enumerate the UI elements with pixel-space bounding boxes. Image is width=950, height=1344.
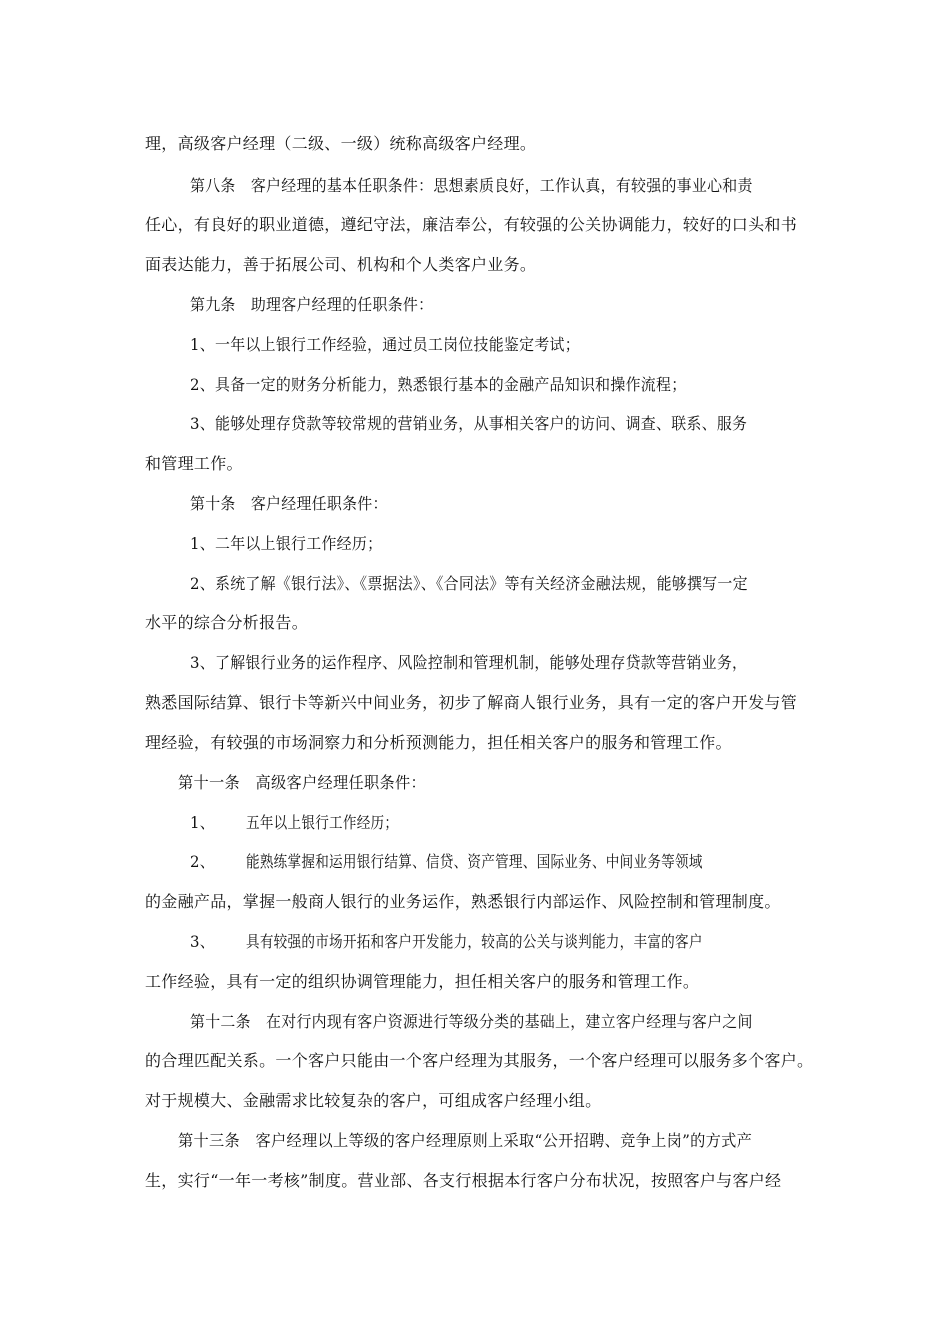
paragraph-line: 的合理匹配关系。一个客户只能由一个客户经理为其服务，一个客户经理可以服务多个客户。 <box>145 1051 814 1070</box>
paragraph-line: 面表达能力，善于拓展公司、机构和个人类客户业务。 <box>145 255 537 274</box>
list-item: 1、二年以上银行工作经历； <box>190 534 383 553</box>
article-11-heading: 第十一条 高级客户经理任职条件： <box>178 773 427 792</box>
paragraph-line: 熟悉国际结算、银行卡等新兴中间业务，初步了解商人银行业务，具有一定的客户开发与管 <box>145 693 798 712</box>
list-item: 2、具备一定的财务分析能力，熟悉银行基本的金融产品知识和操作流程； <box>190 375 687 394</box>
list-number: 2、 <box>190 852 215 871</box>
list-number: 1、 <box>190 813 215 832</box>
paragraph-line: 理，高级客户经理（二级、一级）统称高级客户经理。 <box>145 134 537 153</box>
list-item: 3、能够处理存贷款等较常规的营销业务，从事相关客户的访问、调查、联系、服务 <box>190 414 748 433</box>
article-10-heading: 第十条 客户经理任职条件： <box>190 494 388 513</box>
paragraph-line: 任心，有良好的职业道德，遵纪守法，廉洁奉公，有较强的公关协调能力，较好的口头和书 <box>145 215 798 234</box>
article-8-line: 第八条 客户经理的基本任职条件：思想素质良好，工作认真，有较强的事业心和责 <box>190 176 753 195</box>
list-item: 五年以上银行工作经历； <box>246 813 399 832</box>
list-item: 2、系统了解《银行法》、《票据法》、《合同法》等有关经济金融法规，能够撰写一定 <box>190 574 748 593</box>
list-item: 3、了解银行业务的运作程序、风险控制和管理机制，能够处理存贷款等营销业务， <box>190 653 748 672</box>
paragraph-line: 和管理工作。 <box>145 454 243 473</box>
paragraph-line: 水平的综合分析报告。 <box>145 613 309 632</box>
list-item: 能熟练掌握和运用银行结算、信贷、资产管理、国际业务、中间业务等领域 <box>246 852 703 871</box>
paragraph-line: 的金融产品，掌握一般商人银行的业务运作，熟悉银行内部运作、风险控制和管理制度。 <box>145 892 781 911</box>
list-number: 3、 <box>190 932 215 951</box>
paragraph-line: 理经验，有较强的市场洞察力和分析预测能力，担任相关客户的服务和管理工作。 <box>145 733 732 752</box>
paragraph-line: 生，实行“一年一考核”制度。营业部、各支行根据本行客户分布状况，按照客户与客户经 <box>145 1171 782 1190</box>
paragraph-line: 对于规模大、金融需求比较复杂的客户，可组成客户经理小组。 <box>145 1091 602 1110</box>
list-item: 1、一年以上银行工作经验，通过员工岗位技能鉴定考试； <box>190 335 580 354</box>
article-13-line: 第十三条 客户经理以上等级的客户经理原则上采取“公开招聘、竞争上岗”的方式产 <box>178 1131 753 1150</box>
article-9-heading: 第九条 助理客户经理的任职条件： <box>190 295 434 314</box>
list-item: 具有较强的市场开拓和客户开发能力，较高的公关与谈判能力，丰富的客户 <box>246 932 703 951</box>
paragraph-line: 工作经验，具有一定的组织协调管理能力，担任相关客户的服务和管理工作。 <box>145 972 700 991</box>
article-12-line: 第十二条 在对行内现有客户资源进行等级分类的基础上，建立客户经理与客户之间 <box>190 1012 753 1031</box>
